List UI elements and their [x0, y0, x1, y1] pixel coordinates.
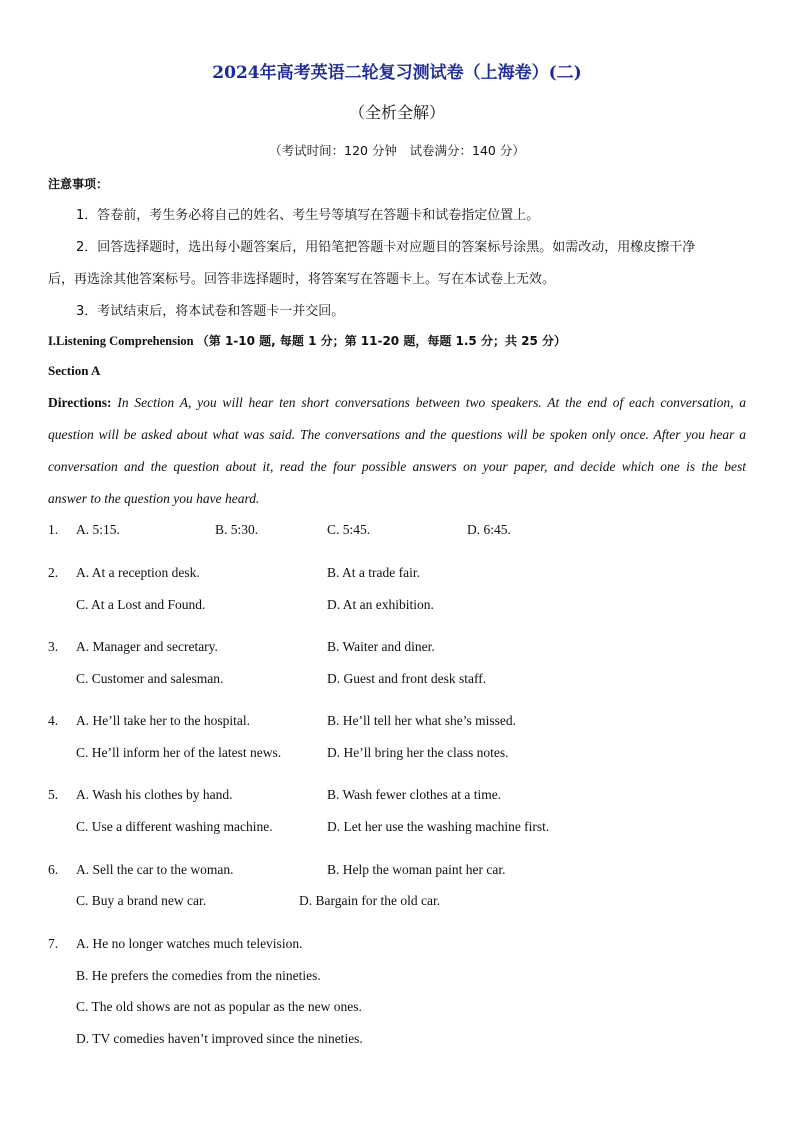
option-d: D. Bargain for the old car.: [299, 893, 441, 908]
question-number: 2.: [48, 565, 59, 580]
part-1-scoring: （第 1-10 题, 每题 1 分；第 11-20 题，每题 1.5 分；共 25 分）: [196, 334, 566, 348]
notes-heading: 注意事项：: [48, 177, 109, 191]
option-a: A. Sell the car to the woman.: [76, 862, 234, 877]
option-a: A. Wash his clothes by hand.: [76, 787, 233, 802]
option-b: B. Waiter and diner.: [327, 639, 435, 654]
option-c: C. Buy a brand new car.: [76, 893, 207, 908]
directions-line-4: answer to the question you have heard.: [48, 491, 260, 506]
directions-line-2: question will be asked about what was said. The conversations and the questions will be spoken only once. After you hear a: [48, 427, 746, 442]
question-number: 7.: [48, 936, 59, 951]
option-a: A. He’ll take her to the hospital.: [76, 713, 250, 728]
option-c: C. Customer and salesman.: [76, 671, 224, 686]
note-item-3: 3．考试结束后，将本试卷和答题卡一并交回。: [76, 304, 345, 319]
directions-line-3: conversation and the question about it, read the four possible answers on your paper, and decide which one is the best: [48, 459, 746, 474]
question-number: 6.: [48, 862, 59, 877]
question-number: 1.: [48, 522, 59, 537]
question-number: 5.: [48, 787, 59, 802]
option-c: C. Use a different washing machine.: [76, 819, 273, 834]
option-b: B. Help the woman paint her car.: [327, 862, 506, 877]
option-b: B. He’ll tell her what she’s missed.: [327, 713, 516, 728]
question-number: 3.: [48, 639, 59, 654]
option-d: D. TV comedies haven’t improved since the nineties.: [76, 1031, 363, 1046]
option-c: C. 5:45.: [327, 522, 371, 537]
directions-line-1: [48, 395, 746, 411]
option-b: B. Wash fewer clothes at a time.: [327, 787, 502, 802]
option-c: C. The old shows are not as popular as the new ones.: [76, 999, 362, 1014]
option-a: A. 5:15.: [76, 522, 120, 537]
option-c: C. At a Lost and Found.: [76, 597, 206, 612]
note-item-2-line-2: 后，再选涂其他答案标号。回答非选择题时，将答案写在答题卡上。写在本试卷上无效。: [48, 272, 556, 287]
option-b: B. At a trade fair.: [327, 565, 420, 580]
option-d: D. Let her use the washing machine first.: [327, 819, 550, 834]
option-d: D. Guest and front desk staff.: [327, 671, 487, 686]
option-b: B. He prefers the comedies from the nineties.: [76, 968, 321, 983]
directions-label: Directions:: [48, 395, 112, 410]
exam-subtitle: （全析全解）: [348, 103, 445, 122]
option-a: A. At a reception desk.: [76, 565, 200, 580]
exam-time-info: （考试时间：120 分钟 试卷满分：140 分）: [269, 143, 525, 158]
part-1-title: I.Listening Comprehension: [48, 334, 194, 348]
note-item-2-line-1: 2．回答选择题时，选出每小题答案后，用铅笔把答题卡对应题目的答案标号涂黑。如需改动，用橡皮擦干净: [76, 240, 696, 255]
option-d: D. At an exhibition.: [327, 597, 434, 612]
option-c: C. He’ll inform her of the latest news.: [76, 745, 282, 760]
option-a: A. He no longer watches much television.: [76, 936, 303, 951]
option-d: D. 6:45.: [467, 522, 511, 537]
part-1-heading: [48, 332, 566, 349]
directions-text-1: In Section A, you will hear ten short conversations between two speakers. At the end of each conversation, a: [117, 395, 747, 410]
option-a: A. Manager and secretary.: [76, 639, 218, 654]
section-a-title: Section A: [48, 363, 101, 378]
question-number: 4.: [48, 713, 59, 728]
note-item-1: 1．答卷前，考生务必将自己的姓名、考生号等填写在答题卡和试卷指定位置上。: [76, 208, 540, 223]
option-b: B. 5:30.: [215, 522, 259, 537]
exam-title: 2024年高考英语二轮复习测试卷（上海卷）(二): [212, 63, 582, 83]
option-d: D. He’ll bring her the class notes.: [327, 745, 509, 760]
